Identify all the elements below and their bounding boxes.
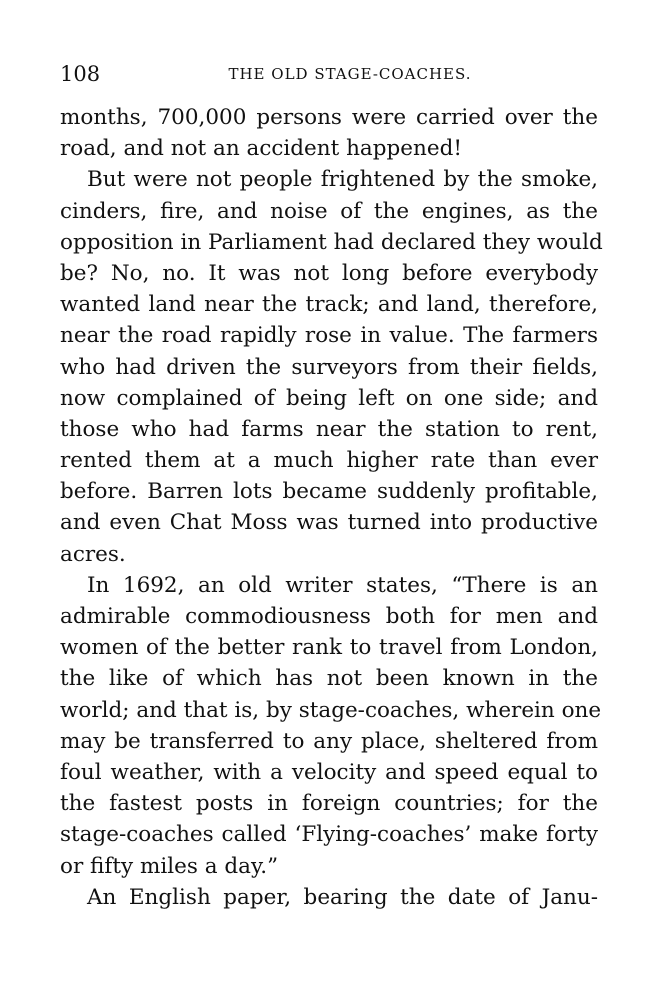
text-line: near the road rapidly rose in value. The farmers <box>60 323 598 349</box>
text-line: cinders, fire, and noise of the engines, as the <box>60 198 598 224</box>
page-header <box>60 60 600 88</box>
text-line: admirable commodiousness both for men and <box>60 604 598 629</box>
text-line: now complained of being left on one side; and <box>60 385 598 411</box>
text-line: who had driven the surveyors from their fields, <box>60 354 598 380</box>
text-line: those who had farms near the station to rent, <box>60 416 598 442</box>
text-line: But were not people frightened by the smoke, <box>87 167 598 193</box>
text-line: opposition in Parliament had declared they would <box>60 229 603 255</box>
text-line: foul weather, with a velocity and speed equal to <box>60 759 598 785</box>
text-line: before. Barren lots became suddenly profitable, <box>60 479 598 505</box>
text-line: be? No, no. It was not long before everybody <box>60 260 598 286</box>
text-line: rented them at a much higher rate than ever <box>60 448 598 474</box>
text-line: wanted land near the track; and land, therefore, <box>60 292 598 318</box>
text-line: and even Chat Moss was turned into productive <box>60 510 598 536</box>
body-text <box>60 102 603 913</box>
page-number: 108 <box>60 62 101 86</box>
text-line: the fastest posts in foreign countries; for the <box>60 791 598 817</box>
running-title: THE OLD STAGE-COACHES. <box>228 65 472 83</box>
text-line: months, 700,000 persons were carried over the <box>60 105 598 130</box>
text-line: women of the better rank to travel from London, <box>60 635 598 661</box>
text-line: In 1692, an old writer states, “There is an <box>87 572 598 598</box>
text-line: acres. <box>60 541 126 567</box>
text-line: or fifty miles a day.” <box>60 853 279 879</box>
text-line: stage-coaches called ‘Flying-coaches’ make forty <box>60 822 598 848</box>
text-line: An English paper, bearing the date of Janu- <box>87 884 598 910</box>
text-line: world; and that is, by stage-coaches, wherein one <box>60 697 602 723</box>
text-line: the like of which has not been known in the <box>60 666 598 692</box>
text-line: road, and not an accident happened! <box>60 136 462 162</box>
text-line: may be transferred to any place, sheltered from <box>60 728 598 754</box>
